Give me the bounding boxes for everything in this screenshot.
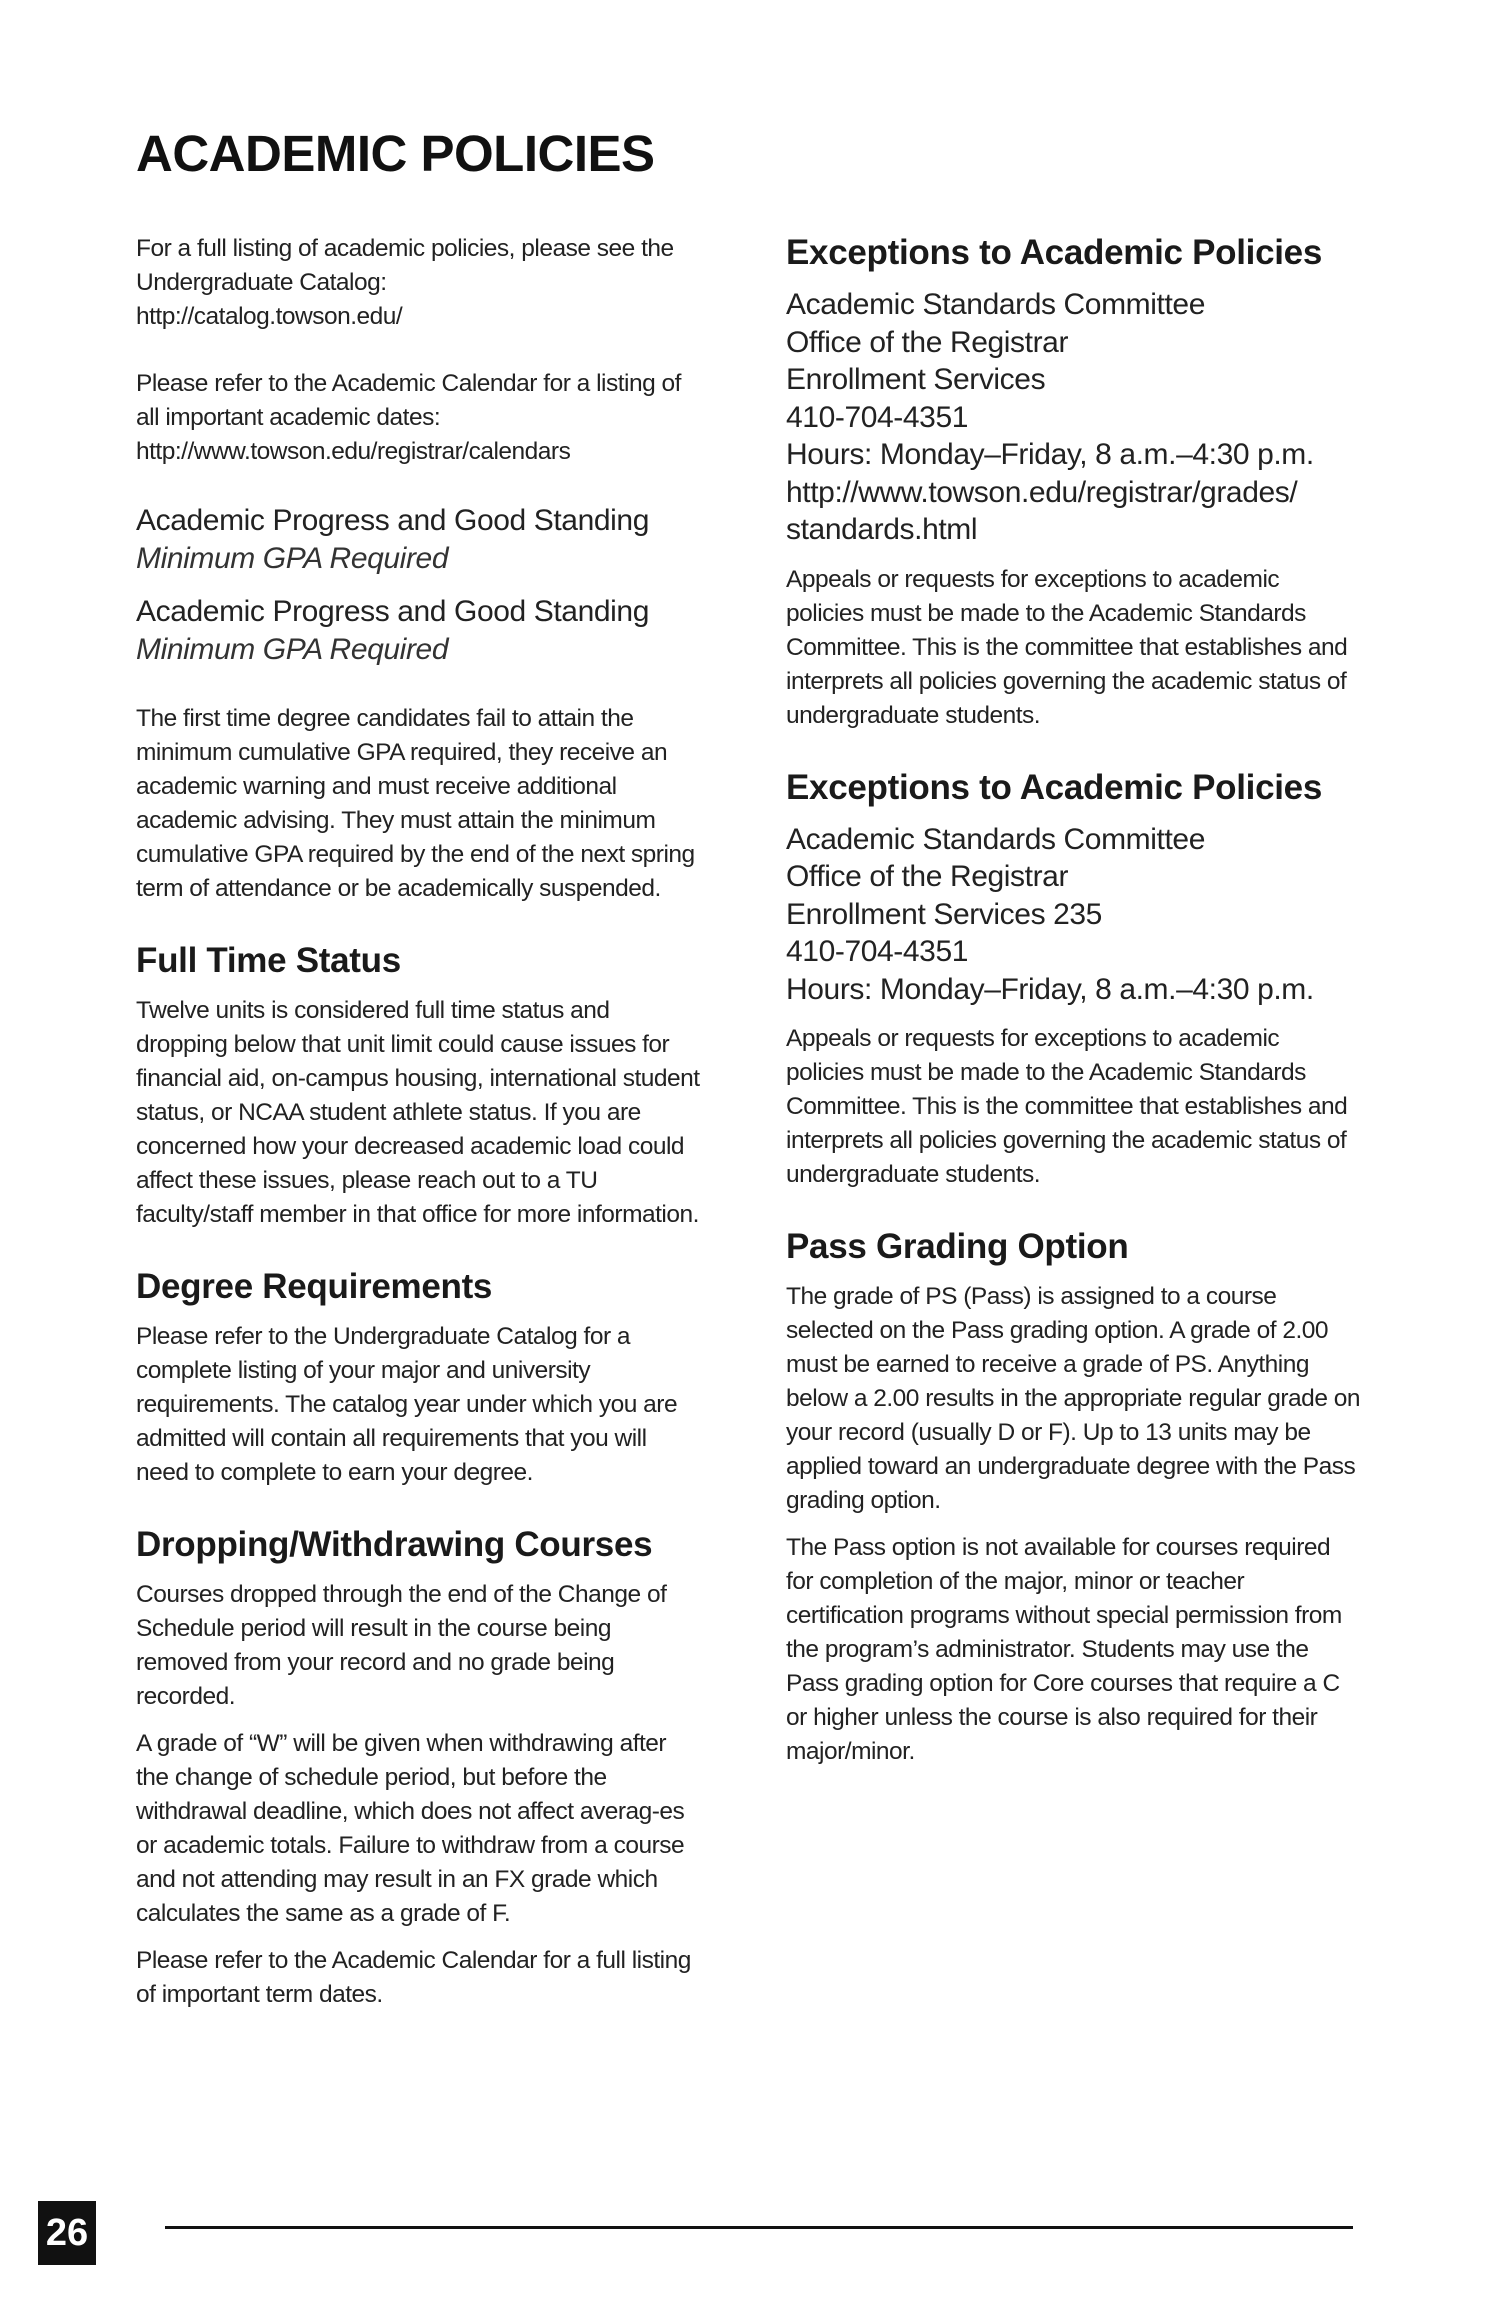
intro-calendar-text: Please refer to the Academic Calendar for a listing of all important academic dates:	[136, 370, 681, 431]
calendar-url[interactable]: http://www.towson.edu/registrar/calendars	[136, 438, 571, 465]
page-title: ACADEMIC POLICIES	[136, 125, 655, 182]
full-time-status-body: Twelve units is considered full time status and dropping below that unit limit could cause issues for financial aid, on-campus housing, international student status, or NCAA student athlete status. If you are concerned how your decreased academic load could affect these issues, please reach out to a TU faculty/staff member in that office for more information.	[136, 997, 700, 1228]
dropping-body-1: Courses dropped through the end of the Change of Schedule period will result in the course being removed from your record and no grade being recorded.	[136, 1581, 667, 1710]
right-column	[786, 232, 1361, 1782]
exceptions-contact-1	[786, 286, 1361, 549]
contact-line: Enrollment Services 235	[786, 897, 1102, 931]
left-column	[136, 232, 701, 2025]
intro-catalog-text: For a full listing of academic policies, please see the Undergraduate Catalog:	[136, 235, 674, 296]
page-number: 26	[45, 2211, 89, 2254]
dropping-body-2: A grade of “W” will be given when withdrawing after the change of schedule period, but before the withdrawal deadline, which does not affect averag-es or academic totals. Failure to withdraw from a course and not attending may result in an FX grade which calculates the same as a grade of F.	[136, 1730, 685, 1927]
standards-url-continued[interactable]: standards.html	[786, 513, 978, 546]
pass-grading-body-1: The grade of PS (Pass) is assigned to a course selected on the Pass grading option. A grade of 2.00 must be earned to receive a grade of PS. Anything below a 2.00 results in the appropriate regular grade on your record (usually D or F). Up to 13 units may be applied toward an undergraduate degree with the Pass grading option.	[786, 1283, 1360, 1514]
standing-title-1: Academic Progress and Good Standing	[136, 504, 649, 537]
contact-phone: 410-704-4351	[786, 400, 969, 434]
exceptions-contact-2	[786, 821, 1361, 1009]
exceptions-body-1: Appeals or requests for exceptions to academic policies must be made to the Academic Standards Committee. This is the committee that establishes and interprets all policies governing the academic status of undergraduate students.	[786, 565, 1348, 729]
contact-line: Academic Standards Committee	[786, 822, 1205, 856]
intro-catalog-paragraph	[136, 232, 701, 334]
catalog-url[interactable]: http://catalog.towson.edu/	[136, 303, 403, 330]
degree-requirements-body: Please refer to the Undergraduate Catalog for a complete listing of your major and university requirements. The catalog year under which you are admitted will contain all requirements that you will need to complete to earn your degree.	[136, 1323, 678, 1486]
contact-hours: Hours: Monday–Friday, 8 a.m.–4:30 p.m.	[786, 972, 1314, 1006]
standing-title-2: Academic Progress and Good Standing	[136, 595, 649, 628]
page-number-badge	[38, 2201, 96, 2265]
dropping-body-3: Please refer to the Academic Calendar for a full listing of important term dates.	[136, 1947, 691, 2008]
contact-line: Academic Standards Committee	[786, 288, 1205, 321]
exceptions-heading-1: Exceptions to Academic Policies	[786, 233, 1322, 272]
contact-hours: Hours: Monday–Friday, 8 a.m.–4:30 p.m.	[786, 438, 1314, 471]
footer-rule	[165, 2226, 1353, 2229]
standing-body: The first time degree candidates fail to attain the minimum cumulative GPA required, they receive an academic warning and must receive additional academic advising. They must attain the minimum cumulative GPA required by the end of the next spring term of attendance or be academically suspended.	[136, 705, 695, 902]
dropping-withdrawing-heading: Dropping/Withdrawing Courses	[136, 1525, 653, 1564]
contact-line: Enrollment Services	[786, 363, 1046, 396]
standards-url[interactable]: http://www.towson.edu/registrar/grades/	[786, 475, 1298, 509]
standing-subtitle-2: Minimum GPA Required	[136, 633, 449, 666]
exceptions-body-2: Appeals or requests for exceptions to academic policies must be made to the Academic Standards Committee. This is the committee that establishes and interprets all policies governing the academic status of undergraduate students.	[786, 1025, 1348, 1188]
pass-grading-body-2: The Pass option is not available for courses required for completion of the major, minor or teacher certification programs without special permission from the program’s administrator. Students may use the Pass grading option for Core courses that require a C or higher unless the course is also required for their major/minor.	[786, 1534, 1342, 1765]
contact-phone: 410-704-4351	[786, 935, 969, 968]
standing-subtitle-1: Minimum GPA Required	[136, 542, 449, 575]
contact-line: Office of the Registrar	[786, 860, 1069, 893]
exceptions-heading-2: Exceptions to Academic Policies	[786, 767, 1322, 807]
full-time-status-heading: Full Time Status	[136, 941, 401, 980]
degree-requirements-heading: Degree Requirements	[136, 1267, 493, 1306]
pass-grading-heading: Pass Grading Option	[786, 1227, 1129, 1266]
intro-calendar-paragraph	[136, 367, 701, 469]
contact-line: Office of the Registrar	[786, 325, 1069, 359]
